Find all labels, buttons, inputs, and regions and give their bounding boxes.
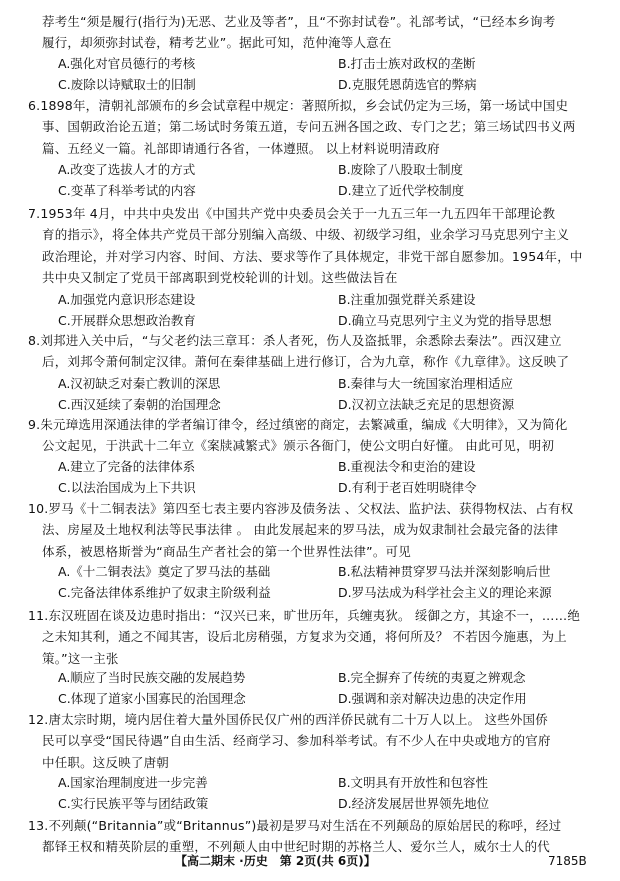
q10-option-a: A.《十二铜表法》奠定了罗马法的基础: [58, 564, 271, 579]
q9-option-c: C.以法治国成为上下共识: [58, 480, 196, 496]
q6-option-c: C.变革了科举考试的内容: [58, 183, 196, 199]
q7-line: 共中央又制定了党员干部离职到党校轮训的计划。这些做法旨在: [42, 269, 398, 285]
q5_tail-line: 履行，却须弥封试卷，精考艺业”。据此可知，范仲淹等人意在: [42, 35, 392, 51]
q6-line: 事、国朝政治论五道；第二场试时务策五道，专问五洲各国之政、专门之艺；第三场试四书义两: [42, 119, 576, 135]
q9-option-b: B.重视法令和吏治的建设: [338, 459, 476, 474]
q6-line: 6.1898年，清朝礼部颁布的乡会试章程中规定：著照所拟，乡会试仍定为三场，第一场试中国史: [28, 98, 569, 113]
q7-option-a: A.加强党内意识形态建设: [58, 292, 196, 307]
q9-option-d: D.有利于老百姓明晓律令: [338, 480, 477, 496]
q11-option-c: C.体现了道家小国寡民的治国理念: [58, 691, 246, 707]
q7-line: 7.1953年 4月，中共中央发出《中国共产党中央委员会关于一九五三年一九五四年干部理论教: [28, 206, 556, 221]
q5_tail-line: 荐考生“须是履行(指行为)无恶、艺业及等者”，且“不弥封试卷”。礼部考试，“已经本乡询考: [42, 14, 556, 29]
footer-page-info: 【高二期末 ·历史 第 2页(共 6页)】: [175, 854, 376, 868]
q7-line: 政治理论，并对学习内容、时间、方法、要求等作了具体规定，非党干部自愿参加。1954年，中: [42, 248, 583, 264]
footer-exam-code: 7185B: [548, 854, 587, 868]
q10-line: 10.罗马《十二铜表法》第四至七表主要内容涉及债务法 、父权法、监护法、获得物权法、占有权: [28, 501, 574, 516]
q6-option-d: D.建立了近代学校制度: [338, 183, 465, 199]
q10-line: 法、房屋及土地权利法等民事法律 。 由此发展起来的罗马法，成为奴隶制社会最完备的法律: [42, 522, 559, 538]
q9-line: 公文起见，于洪武十二年立《案牍减繁式》颁示各衙门，使公文明白好懂。 由此可见，明初: [42, 438, 555, 454]
q9-option-a: A.建立了完备的法律体系: [58, 459, 196, 474]
q11-line: 之未知其利，通之不闻其害，设后北房稍强，方复求为交通，将何所及？ 不若因今施惠，为上: [42, 629, 567, 645]
q10-option-c: C.完备法律体系维护了奴隶主阶级利益: [58, 585, 271, 601]
q6-option-b: B.废除了八股取士制度: [338, 162, 464, 177]
q5-option-d: D.克服凭恩荫选官的弊病: [338, 77, 477, 93]
q11-option-a: A.顺应了当时民族交融的发展趋势: [58, 670, 246, 685]
q11-option-d: D.强调和亲对解决边患的决定作用: [338, 691, 527, 707]
q12-line: 12.唐太宗时期，境内居住着大量外国侨民仅广州的西洋侨民就有二十万人以上。 这些外国侨: [28, 712, 548, 727]
q12-option-b: B.文明具有开放性和包容性: [338, 775, 489, 790]
q7-option-d: D.确立马克思列宁主义为党的指导思想: [338, 313, 552, 329]
q9-line: 9.朱元璋选用深通法律的学者编订律令，经过缜密的商定，去繁减重，编成《大明律》，又为简化: [28, 417, 568, 432]
q12-option-c: C.实行民族平等与团结政策: [58, 796, 209, 812]
q11-option-b: B.完全摒弃了传统的夷夏之辨观念: [338, 670, 526, 685]
q5-option-b: B.打击士族对政权的垄断: [338, 56, 476, 71]
q8-option-c: C.西汉延续了秦朝的治国理念: [58, 397, 221, 413]
q7-option-b: B.注重加强党群关系建设: [338, 292, 476, 307]
q12-option-d: D.经济发展居世界领先地位: [338, 796, 490, 812]
q10-line: 体系，被恩格斯誉为“商品生产者社会的第一个世界性法律”。可见: [42, 543, 411, 559]
q10-option-b: B.私法精神贯穿罗马法并深刻影响后世: [338, 564, 551, 579]
q6-option-a: A.改变了选拔人才的方式: [58, 162, 196, 177]
q5-option-a: A.强化对官员德行的考核: [58, 56, 196, 71]
q6-line: 篇、五经义一篇。礼部即请通行各省，一体遵照。 以上材料说明清政府: [42, 140, 440, 156]
q10-option-d: D.罗马法成为科学社会主义的理论来源: [338, 585, 552, 601]
q12-line: 民可以享受“国民待遇”自由生活、经商学习、参加科举考试。有不少人在中央或地方的官府: [42, 733, 551, 749]
q8-option-d: D.汉初立法缺乏充足的思想资源: [338, 397, 515, 413]
q8-line: 后，刘邦令萧何制定汉律。萧何在秦律基础上进行修订，合为九章，称作《九章律》。这反映了: [42, 354, 570, 370]
q7-option-c: C.开展群众思想政治教育: [58, 313, 196, 329]
q13-line: 13.不列颠(“Britannia”或“Britannus”)最初是罗马对生活在不列颠岛的原始居民的称呼，经过: [28, 818, 562, 833]
q8-line: 8.刘邦进入关中后，“与父老约法三章耳：杀人者死，伤人及盗抵罪，余悉除去秦法”。西汉建立: [28, 333, 562, 348]
q7-line: 育的指示》，将全体共产党员干部分别编入高级、中级、初级学习组，业余学习马克思列宁主义: [42, 227, 570, 243]
q13-line: 都铎王权和精英阶层的重塑，不列颠人由中世纪时期的苏格兰人、爱尔兰人，威尔士人的代: [42, 839, 551, 855]
q8-option-b: B.秦律与大一统国家治理相适应: [338, 376, 514, 391]
q12-option-a: A.国家治理制度进一步完善: [58, 775, 208, 790]
q8-option-a: A.汉初缺乏对秦亡教训的深思: [58, 376, 221, 391]
q11-line: 11.东汉班固在谈及边患时指出：“汉兴已来，旷世历年，兵缠夷狄。 绥御之方，其途不一，……绝: [28, 608, 581, 623]
page-footer: [0, 852, 620, 870]
q11-line: 策。”这一主张: [42, 650, 119, 666]
q5-option-c: C.废除以诗赋取士的旧制: [58, 77, 196, 93]
q12-line: 中任职。这反映了唐朝: [42, 754, 170, 770]
